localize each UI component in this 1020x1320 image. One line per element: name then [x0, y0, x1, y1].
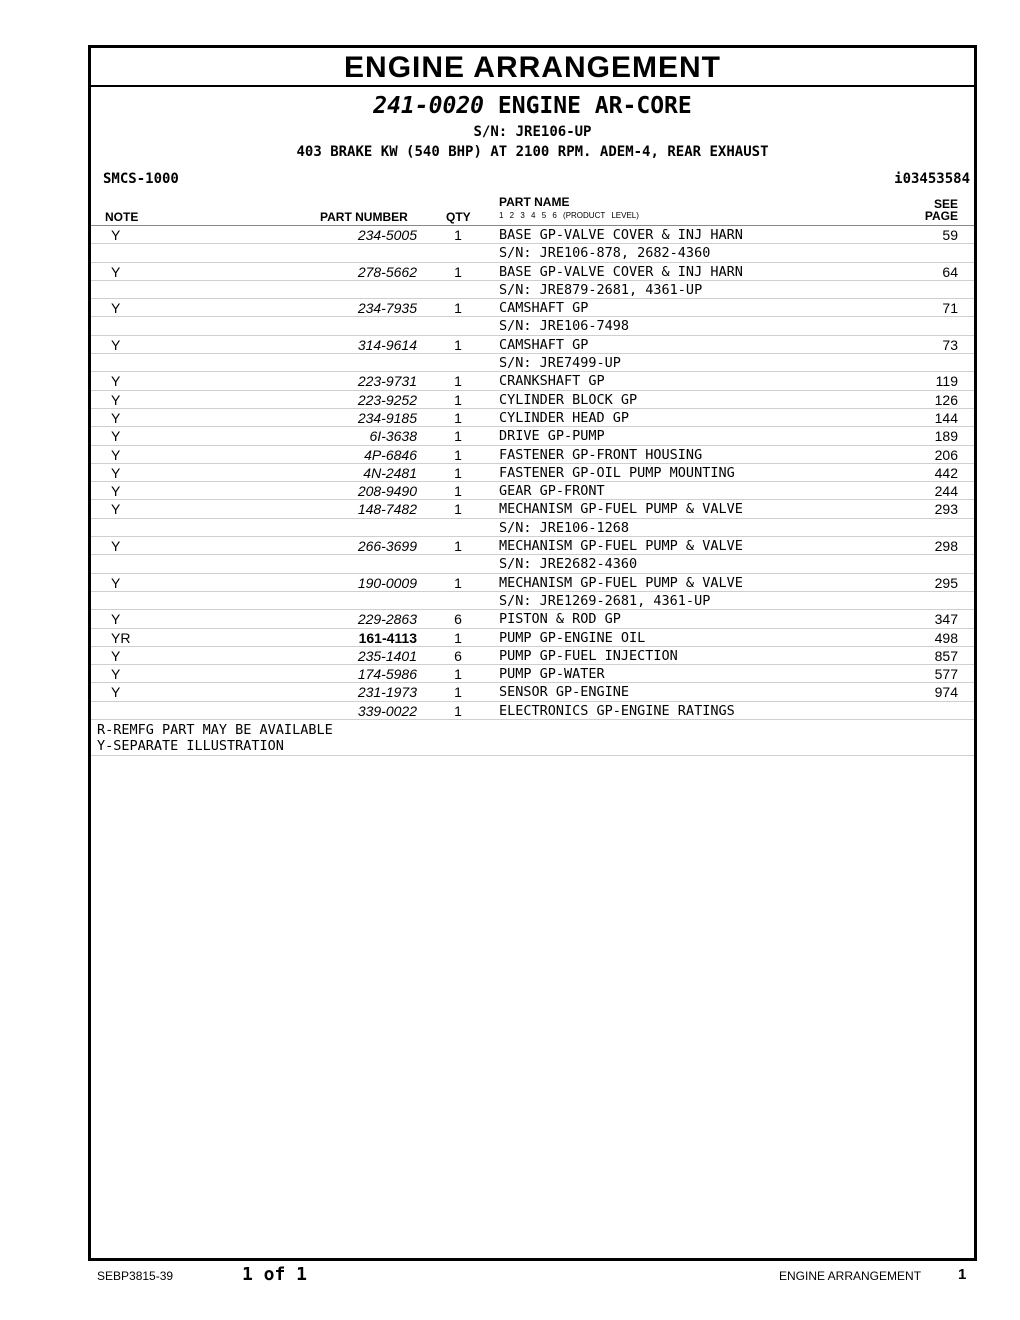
column-page: PAGE	[924, 209, 958, 223]
row-part-number: 339-0022	[357, 702, 417, 719]
smcs-code: SMCS-1000	[103, 171, 179, 187]
row-part-name: FASTENER GP-OIL PUMP MOUNTING	[499, 464, 735, 481]
row-qty: 6	[454, 647, 462, 664]
row-see-page: 126	[934, 391, 958, 408]
table-row	[91, 683, 974, 701]
row-part-name: CAMSHAFT GP	[499, 300, 589, 317]
table-row	[91, 665, 974, 683]
row-qty: 1	[454, 501, 462, 518]
row-part-number: 235-1401	[357, 647, 417, 664]
table-row	[91, 610, 974, 628]
table-row	[91, 647, 974, 665]
row-part-name: PUMP GP-WATER	[499, 666, 605, 683]
legend-remfg: R-REMFG PART MAY BE AVAILABLE	[97, 722, 333, 739]
row-part-number: 314-9614	[357, 336, 417, 353]
row-part-name: S/N: JRE106-878, 2682-4360	[499, 245, 711, 262]
column-qty: QTY	[446, 210, 471, 224]
row-part-name: CRANKSHAFT GP	[499, 373, 605, 390]
row-note: Y	[111, 409, 121, 426]
table-row	[91, 299, 974, 317]
table-row	[91, 500, 974, 518]
row-note: Y	[111, 428, 121, 445]
table-row	[91, 391, 974, 409]
table-row	[91, 592, 974, 610]
table-row	[91, 702, 974, 720]
row-see-page: 298	[934, 538, 958, 555]
row-qty: 6	[454, 611, 462, 628]
row-part-name: S/N: JRE106-1268	[499, 519, 630, 536]
table-row	[91, 555, 974, 573]
column-headers	[91, 195, 974, 226]
table-row	[91, 281, 974, 299]
row-note: Y	[111, 373, 121, 390]
parts-table	[91, 226, 974, 720]
row-part-number: 148-7482	[357, 501, 417, 518]
row-see-page: 498	[934, 629, 958, 646]
row-part-number: 234-7935	[357, 300, 417, 317]
document-frame	[88, 45, 977, 1261]
row-part-name: S/N: JRE106-7498	[499, 318, 630, 335]
row-see-page: 206	[934, 446, 958, 463]
assembly-line	[91, 93, 974, 119]
table-row	[91, 263, 974, 281]
row-qty: 1	[454, 409, 462, 426]
table-row	[91, 519, 974, 537]
row-qty: 1	[454, 300, 462, 317]
row-part-name: PUMP GP-ENGINE OIL	[499, 629, 646, 646]
row-part-name: BASE GP-VALVE COVER & INJ HARN	[499, 227, 743, 243]
table-row	[91, 354, 974, 372]
row-qty: 1	[454, 428, 462, 445]
row-part-name: ELECTRONICS GP-ENGINE RATINGS	[499, 702, 735, 719]
row-part-name: S/N: JRE1269-2681, 4361-UP	[499, 592, 711, 609]
row-qty: 1	[454, 629, 462, 646]
row-part-name: MECHANISM GP-FUEL PUMP & VALVE	[499, 501, 743, 518]
table-row	[91, 427, 974, 445]
row-see-page: 974	[934, 684, 958, 701]
page-footer	[0, 1264, 1020, 1288]
row-qty: 1	[454, 336, 462, 353]
column-part-name: PART NAME	[499, 195, 570, 209]
column-part-number: PART NUMBER	[320, 210, 408, 224]
table-row	[91, 372, 974, 390]
row-see-page: 71	[942, 300, 958, 317]
row-part-name: SENSOR GP-ENGINE	[499, 684, 630, 701]
row-note: Y	[111, 483, 121, 500]
row-part-number: 161-4113	[358, 629, 417, 646]
row-note: Y	[111, 263, 121, 280]
row-part-number: 278-5662	[357, 263, 417, 280]
row-note: Y	[111, 574, 121, 591]
row-note: YR	[111, 629, 131, 646]
row-part-name: CYLINDER BLOCK GP	[499, 391, 638, 408]
row-part-number: 223-9252	[357, 391, 417, 408]
column-product-levels: 1 2 3 4 5 6 (PRODUCT LEVEL)	[499, 211, 639, 220]
row-note: Y	[111, 391, 121, 408]
legend-illustration: Y-SEPARATE ILLUSTRATION	[97, 738, 284, 755]
row-qty: 1	[454, 373, 462, 390]
row-part-number: 234-9185	[357, 409, 417, 426]
row-part-name: CAMSHAFT GP	[499, 336, 589, 353]
table-row	[91, 226, 974, 244]
row-part-number: 223-9731	[357, 373, 417, 390]
row-part-number: 174-5986	[357, 666, 417, 683]
row-part-name: MECHANISM GP-FUEL PUMP & VALVE	[499, 574, 743, 591]
row-part-number: 4N-2481	[363, 464, 417, 481]
table-row	[91, 317, 974, 335]
table-row	[91, 482, 974, 500]
row-qty: 1	[454, 483, 462, 500]
row-see-page: 144	[934, 409, 958, 426]
row-note: Y	[111, 647, 121, 664]
row-qty: 1	[454, 538, 462, 555]
row-see-page: 293	[934, 501, 958, 518]
row-part-number: 234-5005	[357, 227, 417, 243]
row-part-name: DRIVE GP-PUMP	[499, 428, 605, 445]
row-qty: 1	[454, 391, 462, 408]
row-see-page: 295	[934, 574, 958, 591]
assembly-part-number: 241-0020	[373, 93, 485, 119]
column-see: SEE	[933, 197, 958, 211]
footer-page-count: 1 of 1	[242, 1264, 308, 1285]
row-note: Y	[111, 538, 121, 555]
row-part-name: S/N: JRE2682-4360	[499, 556, 638, 573]
row-note: Y	[111, 666, 121, 683]
row-note: Y	[111, 336, 121, 353]
row-qty: 1	[454, 684, 462, 701]
row-note: Y	[111, 464, 121, 481]
row-note: Y	[111, 446, 121, 463]
table-row	[91, 629, 974, 647]
row-see-page: 577	[934, 666, 958, 683]
row-qty: 1	[454, 666, 462, 683]
row-see-page: 442	[934, 464, 958, 481]
table-row	[91, 409, 974, 427]
table-row	[91, 537, 974, 555]
row-see-page: 119	[935, 373, 958, 390]
serial-range: S/N: JRE106-UP	[473, 124, 592, 140]
row-qty: 1	[454, 263, 462, 280]
row-part-name: BASE GP-VALVE COVER & INJ HARN	[499, 263, 743, 280]
row-part-number: 6I-3638	[369, 428, 417, 445]
row-part-number: 190-0009	[357, 574, 417, 591]
table-row	[91, 464, 974, 482]
row-see-page: 857	[934, 647, 958, 664]
row-qty: 1	[454, 702, 462, 719]
row-qty: 1	[454, 574, 462, 591]
row-part-name: PISTON & ROD GP	[499, 611, 621, 628]
row-part-name: PUMP GP-FUEL INJECTION	[499, 647, 678, 664]
row-see-page: 189	[934, 428, 958, 445]
document-title: ENGINE ARRANGEMENT	[344, 51, 721, 84]
legend-notes	[91, 720, 974, 756]
row-note: Y	[111, 227, 121, 243]
row-part-name: FASTENER GP-FRONT HOUSING	[499, 446, 703, 463]
row-part-number: 229-2863	[357, 611, 417, 628]
table-row	[91, 336, 974, 354]
column-note: NOTE	[105, 210, 139, 224]
row-see-page: 347	[934, 611, 958, 628]
row-part-number: 208-9490	[357, 483, 417, 500]
row-part-name: MECHANISM GP-FUEL PUMP & VALVE	[499, 538, 743, 555]
row-note: Y	[111, 300, 121, 317]
row-part-number: 266-3699	[357, 538, 417, 555]
footer-page-number: 1	[958, 1266, 967, 1283]
title-bar	[91, 48, 974, 87]
assembly-name: ENGINE AR-CORE	[497, 93, 692, 119]
row-qty: 1	[454, 446, 462, 463]
table-row	[91, 446, 974, 464]
row-see-page: 244	[934, 483, 958, 500]
assembly-header	[91, 87, 974, 195]
row-note: Y	[111, 611, 121, 628]
row-part-name: GEAR GP-FRONT	[499, 483, 605, 500]
footer-section-title: ENGINE ARRANGEMENT	[779, 1269, 922, 1283]
row-see-page: 59	[942, 227, 958, 243]
table-row	[91, 574, 974, 592]
row-part-name: S/N: JRE879-2681, 4361-UP	[499, 281, 703, 298]
row-see-page: 73	[942, 336, 958, 353]
row-note: Y	[111, 684, 121, 701]
row-part-name: CYLINDER HEAD GP	[499, 409, 630, 426]
row-qty: 1	[454, 227, 462, 243]
table-row	[91, 244, 974, 262]
footer-doc-number: SEBP3815-39	[97, 1269, 174, 1283]
row-note: Y	[111, 501, 121, 518]
row-part-number: 231-1973	[357, 684, 417, 701]
engine-description: 403 BRAKE KW (540 BHP) AT 2100 RPM. ADEM-4, REAR EXHAUST	[296, 144, 769, 160]
row-see-page: 64	[942, 263, 958, 280]
row-qty: 1	[454, 464, 462, 481]
row-part-number: 4P-6846	[364, 446, 417, 463]
row-part-name: S/N: JRE7499-UP	[499, 355, 621, 372]
document-id: i03453584	[894, 171, 970, 187]
